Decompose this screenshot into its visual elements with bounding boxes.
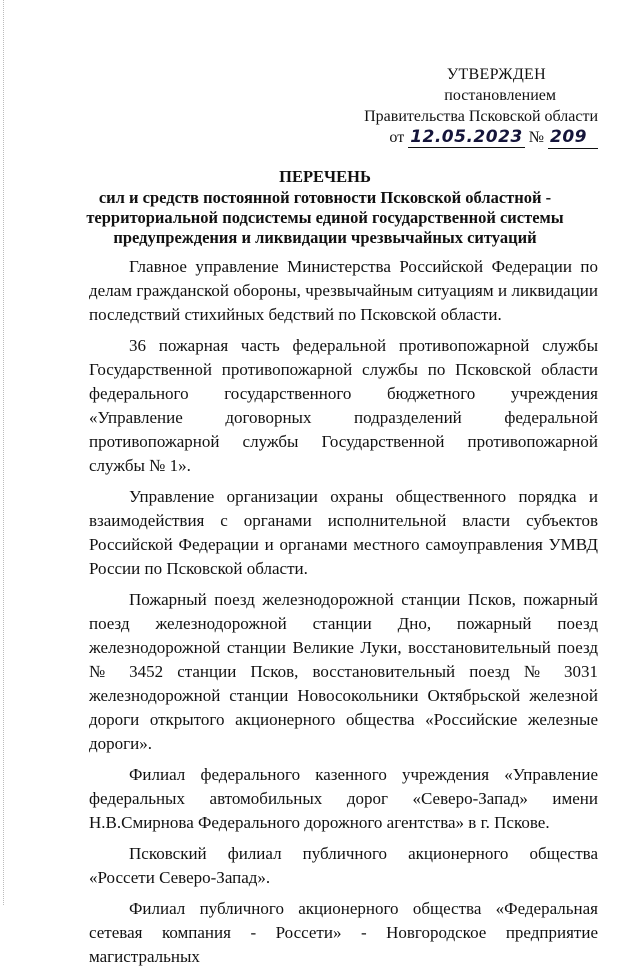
paragraph: 36 пожарная часть федеральной противопожарной службы Государственной противопожарной службы по Псковской области федерального государственного бюджетного учреждения «Управление договорных подразделений федеральной противопожарной службы Государственной противопожарной службы № 1». (89, 336, 598, 475)
title-subtitle: сил и средств постоянной готовности Псковской областной - территориальной подсистемы единой государственной системы предупреждения и ликвидации чрезвычайных ситуаций (86, 188, 564, 247)
handwritten-date: 12.05.2023 (410, 127, 523, 147)
page-edge (3, 0, 5, 905)
paragraph: Управление организации охраны общественного порядка и взаимодействия с органами исполнительной власти субъектов Российской Федерации и органами местного самоуправления УМВД России по Псковской области. (89, 487, 598, 578)
by-decree-label: постановлением (444, 87, 556, 104)
title-heading: ПЕРЕЧЕНЬ (279, 167, 371, 186)
handwritten-number: 209 (548, 127, 598, 149)
approval-block (338, 64, 598, 149)
paragraph: Филиал федерального казенного учреждения «Управление федеральных автомобильных дорог «Северо-Запад» имени Н.В.Смирнова Федерального дорожного агентства» в г. Пскове. (89, 765, 598, 832)
paragraph: Псковский филиал публичного акционерного общества «Россети Северо-Запад». (89, 844, 598, 887)
document-body (89, 255, 598, 976)
authority-label: Правительства Псковской области (364, 108, 598, 125)
date-prefix: от (389, 129, 405, 146)
paragraph: Филиал публичного акционерного общества «Федеральная сетевая компания - Россети» - Новгородское предприятие магистральных (89, 899, 598, 966)
paragraph: Пожарный поезд железнодорожной станции Псков, пожарный поезд железнодорожной станции Дно, пожарный поезд железнодорожной станции Великие Луки, восстановительный поезд № 3452 станции Псков, восстановительный поезд № 3031 железнодорожной станции Новосокольники Октябрьской железной дороги открытого акционерного общества «Российские железные дороги». (89, 590, 598, 753)
paragraph: Главное управление Министерства Российской Федерации по делам гражданской обороны, чрезвычайным ситуациям и ликвидации последствий стихийных бедствий по Псковской области. (89, 257, 598, 324)
date-line (338, 127, 598, 149)
approved-label: УТВЕРЖДЕН (446, 66, 546, 83)
number-sign: № (528, 129, 544, 146)
document-title (80, 167, 570, 248)
